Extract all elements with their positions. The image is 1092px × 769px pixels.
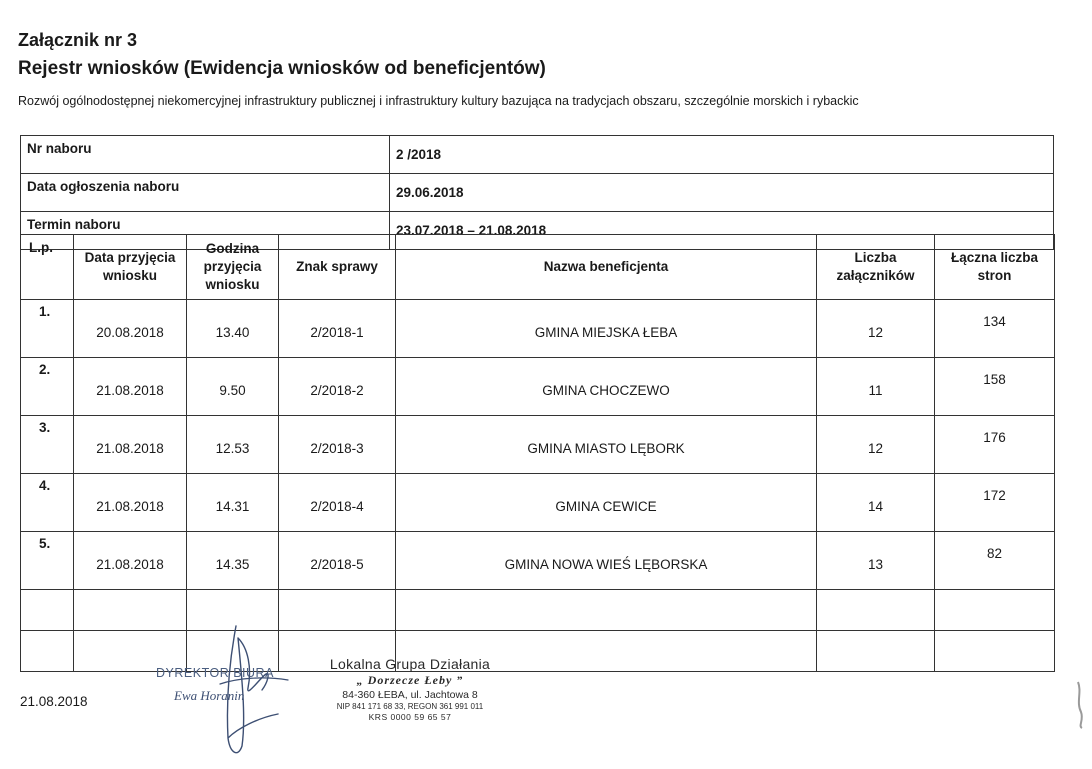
empty-cell	[817, 631, 935, 672]
header-time: Godzina przyjęcia wniosku	[187, 235, 279, 300]
info-label: Data ogłoszenia naboru	[21, 174, 390, 212]
cell-time: 9.50	[187, 358, 279, 416]
cell-lp: 4.	[21, 474, 74, 532]
cell-lp: 3.	[21, 416, 74, 474]
header-lp: L.p.	[21, 235, 74, 300]
cell-attachments: 11	[817, 358, 935, 416]
cell-name: GMINA MIEJSKA ŁEBA	[396, 300, 817, 358]
cell-case: 2/2018-4	[279, 474, 396, 532]
cell-case: 2/2018-5	[279, 532, 396, 590]
cell-name: GMINA CEWICE	[396, 474, 817, 532]
empty-cell	[21, 631, 74, 672]
cell-date: 21.08.2018	[74, 358, 187, 416]
cell-time: 13.40	[187, 300, 279, 358]
cell-case: 2/2018-2	[279, 358, 396, 416]
info-row	[21, 136, 1054, 174]
table-row	[21, 300, 1055, 358]
table-row	[21, 532, 1055, 590]
info-value: 23.07.2018 – 21.08.2018	[390, 212, 1054, 250]
document-title: Rejestr wniosków (Ewidencja wniosków od beneficjentów)	[18, 58, 546, 79]
annex-number: Załącznik nr 3	[18, 30, 138, 50]
applications-register-table	[20, 234, 1055, 672]
director-name: Ewa Horanin	[174, 688, 245, 703]
cell-time: 14.31	[187, 474, 279, 532]
header-date: Data przyjęcia wniosku	[74, 235, 187, 300]
table-row	[21, 416, 1055, 474]
cell-lp: 5.	[21, 532, 74, 590]
handwritten-signature-icon	[208, 618, 298, 768]
cell-date: 21.08.2018	[74, 474, 187, 532]
stamp-org-subname: „ Dorzecze Łeby ”	[356, 673, 464, 687]
cell-pages: 82	[935, 532, 1055, 590]
info-label: Nr naboru	[21, 136, 390, 174]
director-title: DYREKTOR BIURA	[156, 666, 274, 680]
cell-attachments: 12	[817, 300, 935, 358]
cell-date: 21.08.2018	[74, 416, 187, 474]
empty-cell	[935, 631, 1055, 672]
cell-pages: 172	[935, 474, 1055, 532]
table-row	[21, 474, 1055, 532]
info-row	[21, 174, 1054, 212]
cell-case: 2/2018-3	[279, 416, 396, 474]
cell-case: 2/2018-1	[279, 300, 396, 358]
signing-date: 21.08.2018	[20, 694, 88, 709]
header-name: Nazwa beneficjenta	[396, 235, 817, 300]
info-label: Termin naboru	[21, 212, 390, 250]
cell-date: 21.08.2018	[74, 532, 187, 590]
info-value: 2 /2018	[390, 136, 1054, 174]
cell-attachments: 12	[817, 416, 935, 474]
empty-table-row	[21, 590, 1055, 631]
cell-attachments: 13	[817, 532, 935, 590]
table-row	[21, 358, 1055, 416]
stamp-org-name: Lokalna Grupa Działania	[329, 656, 491, 672]
stamp-address: 84-360 ŁEBA, ul. Jachtowa 8	[342, 689, 478, 701]
cell-lp: 2.	[21, 358, 74, 416]
document-subtitle: Rozwój ogólnodostępnej niekomercyjnej infrastruktury publicznej i infrastruktury kultury bazująca na tradycjach obszaru, szczególnie morskich i rybackic	[18, 94, 859, 108]
info-value: 29.06.2018	[390, 174, 1054, 212]
cell-name: GMINA NOWA WIEŚ LĘBORSKA	[396, 532, 817, 590]
call-info-table	[20, 135, 1054, 250]
empty-cell	[935, 590, 1055, 631]
cell-pages: 176	[935, 416, 1055, 474]
cell-time: 12.53	[187, 416, 279, 474]
header-pages: Łączna liczba stron	[935, 235, 1055, 300]
stamp-krs: KRS 0000 59 65 57	[368, 712, 452, 722]
empty-cell	[817, 590, 935, 631]
cell-lp: 1.	[21, 300, 74, 358]
cell-pages: 158	[935, 358, 1055, 416]
cell-pages: 134	[935, 300, 1055, 358]
cell-name: GMINA MIASTO LĘBORK	[396, 416, 817, 474]
cell-time: 14.35	[187, 532, 279, 590]
organization-stamp	[318, 656, 502, 722]
empty-cell	[396, 590, 817, 631]
header-attachments: Liczba załączników	[817, 235, 935, 300]
empty-cell	[74, 590, 187, 631]
cell-attachments: 14	[817, 474, 935, 532]
cell-name: GMINA CHOCZEWO	[396, 358, 817, 416]
scan-mark-icon	[1072, 680, 1090, 730]
cell-date: 20.08.2018	[74, 300, 187, 358]
stamp-nip-regon: NIP 841 171 68 33, REGON 361 991 011	[336, 702, 484, 711]
header-case: Znak sprawy	[279, 235, 396, 300]
table-header-row	[21, 235, 1055, 300]
empty-cell	[21, 590, 74, 631]
